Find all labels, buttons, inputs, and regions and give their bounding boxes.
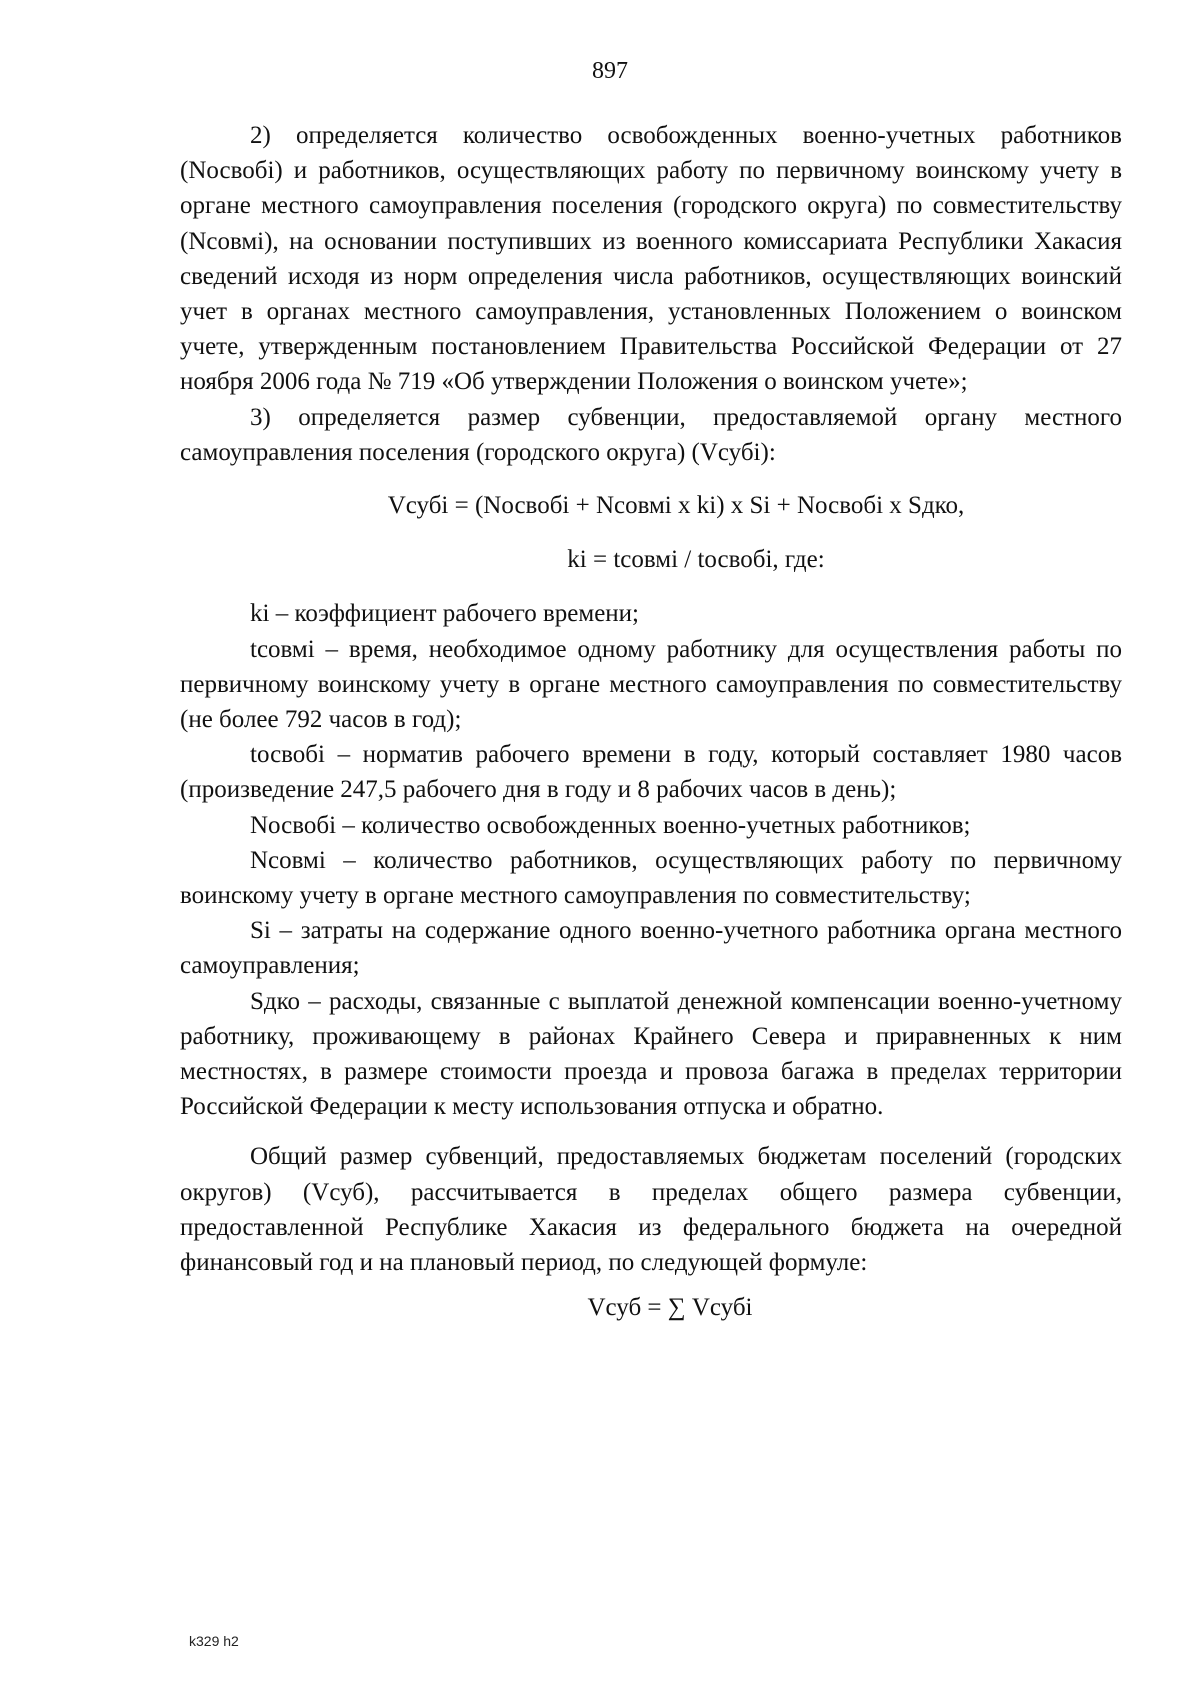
definition-nosvob: Nосвобi – количество освобожденных военно-учетных работников;: [250, 811, 971, 839]
paragraph-item-2: 2) определяется количество освобожденных военно-учетных работников (Nосвобi) и работников, осуществляющих работу по первичному воинскому учету в органе местного самоуправления поселения (городского округа) по совместительству (Nсовмi), на основании поступивших из военного комиссариата Республики Хакасия сведений исходя из норм определения числа работников, осуществляющих воинский учет в органах местного самоуправления, установленных Положением о воинском учете, утвержденным постановлением Правительства Российской Федерации от 27 ноября 2006 года № 719 «Об утверждении Положения о воинском учете»;: [180, 122, 1122, 396]
definition-tosvob: tосвобi – норматив рабочего времени в году, который составляет 1980 часов (произведение 247,5 рабочего дня в году и 8 рабочих часов в день);: [180, 741, 1122, 804]
paragraph-item-3: 3) определяется размер субвенции, предоставляемой органу местного самоуправления поселения (городского округа) (Vсубi):: [180, 403, 1122, 466]
document-code: k329 h2: [189, 1633, 239, 1649]
general-paragraph: Общий размер субвенций, предоставляемых бюджетам поселений (городских округов) (Vсуб), рассчитывается в пределах общего размера субвенции, предоставленной Республике Хакасия из федерального бюджета на очередной финансовый год и на плановый период, по следующей формуле:: [180, 1143, 1122, 1277]
formula-coefficient: ki = tсовмi / tосвобi, где:: [567, 546, 825, 574]
definition-ki: ki – коэффициент рабочего времени;: [250, 600, 639, 628]
page-number: 897: [592, 58, 628, 84]
formula-subvention: Vсубi = (Nосвобi + Nсовмi x ki) x Si + Nосвобi x Sдко,: [387, 492, 965, 520]
definition-sdko: Sдко – расходы, связанные с выплатой денежной компенсации военно-учетному работнику, проживающему в районах Крайнего Севера и приравненных к ним местностях, в размере стоимости проезда и провоза багажа в пределах территории Российской Федерации к месту использования отпуска и обратно.: [180, 987, 1122, 1121]
definition-nsovm: Nсовмi – количество работников, осуществляющих работу по первичному воинскому учету в органе местного самоуправления по совместительству;: [180, 846, 1122, 910]
document-body: [180, 118, 1122, 1326]
definition-tsovm: tсовмi – время, необходимое одному работнику для осуществления работы по первичному воинскому учету в органе местного самоуправления по совместительству (не более 792 часов в год);: [180, 635, 1122, 734]
definition-si: Si – затраты на содержание одного военно-учетного работника органа местного самоуправления;: [180, 917, 1122, 980]
formula-total: Vсуб = ∑ Vсубi: [587, 1294, 753, 1322]
